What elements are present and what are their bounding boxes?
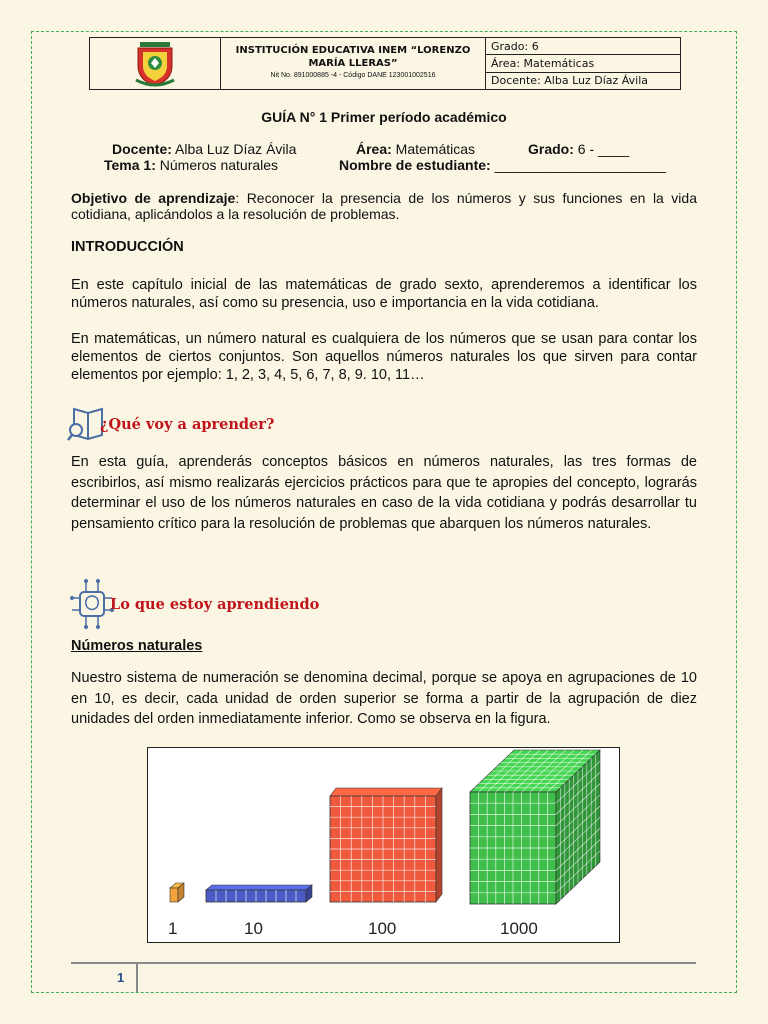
objetivo-paragraph [71, 190, 697, 222]
footer-divider [71, 962, 696, 964]
numeros-naturales-subheading: Números naturales [71, 638, 203, 654]
meta-estudiante-label: Nombre de estudiante: [339, 157, 495, 173]
label-1000: 1000 [500, 919, 538, 938]
page-title: GUÍA N° 1 Primer período académico [261, 109, 507, 125]
meta-tema [104, 157, 278, 173]
meta-estudiante-value: ______________________ [494, 157, 666, 173]
header-docente: Docente: Alba Luz Díaz Ávila [491, 74, 649, 88]
institution-cell [221, 38, 486, 89]
brain-circuit-icon [70, 578, 114, 630]
objetivo-text: : Reconocer la presencia de los números y sus funciones en la vida cotidiana, aplicándolos a la resolución de problemas. [71, 190, 697, 222]
header-table [89, 37, 681, 90]
meta-tema-value: Números naturales [155, 157, 279, 173]
que-voy-heading: ¿Qué voy a aprender? [100, 415, 275, 433]
meta-docente [112, 141, 296, 157]
meta-grado-value: 6 - ____ [573, 141, 630, 157]
unit-cube-front [170, 888, 178, 902]
logo-cell [90, 38, 221, 89]
meta-grado-label: Grado: [528, 141, 574, 157]
objetivo-label: Objetivo de aprendizaje [71, 190, 236, 206]
flat-side [436, 788, 442, 902]
meta-tema-label: Tema 1: [104, 157, 156, 173]
que-voy-paragraph: En esta guía, aprenderás conceptos básicos en números naturales, las tres formas de escribirlos, así mismo realizarás ejercicios prácticos para que te apropies del concepto, lograrás determinar el uso de los números naturales en caso de la vida cotidiana y podrás desarrollar tu pensamiento crítico para la resolución de problemas que abarquen los números naturales. [71, 454, 697, 532]
intro-paragraph-1: En este capítulo inicial de las matemáticas de grado sexto, aprenderemos a identificar los números naturales, así como su presencia, uso e importancia en la vida cotidiana. [71, 277, 697, 311]
label-100: 100 [368, 919, 397, 938]
header-area: Área: Matemáticas [486, 55, 680, 72]
label-1: 1 [168, 919, 178, 938]
meta-area [356, 141, 475, 157]
lo-que-heading: Lo que estoy aprendiendo [110, 595, 320, 613]
page-number: 1 [117, 970, 125, 985]
flat-top [330, 788, 442, 796]
base-ten-blocks-figure [147, 747, 620, 943]
footer-separator [136, 964, 138, 992]
meta-docente-label: Docente: [112, 141, 172, 157]
meta-area-label: Área: [356, 141, 392, 157]
que-voy-section-heading [66, 405, 274, 443]
lo-que-section-heading [70, 578, 319, 630]
lo-que-paragraph: Nuestro sistema de numeración se denomina decimal, porque se apoya en agrupaciones de 10 en 10, es decir, cada unidad de orden superior se forma a partir de la agrupación de diez unidades del orden inmediatamente inferior. Como se observa en la figura. [71, 670, 697, 727]
info-cell [486, 38, 680, 89]
base-ten-blocks-svg [148, 748, 618, 941]
header-grado: Grado: 6 [486, 38, 680, 55]
meta-docente-value: Alba Luz Díaz Ávila [171, 141, 297, 157]
rod-top [206, 885, 312, 890]
label-10: 10 [244, 919, 263, 938]
institution-nit: Nit No. 891000885 -4 - Código DANE 123001002516 [270, 72, 436, 79]
meta-estudiante [339, 157, 666, 173]
school-crest-icon [134, 40, 176, 88]
meta-grado [528, 141, 629, 157]
meta-area-value: Matemáticas [391, 141, 476, 157]
institution-name-line1: INSTITUCIÓN EDUCATIVA INEM “LORENZO [235, 45, 471, 56]
intro-paragraph-2: En matemáticas, un número natural es cualquiera de los números que se usan para contar los elementos de ciertos conjuntos. Son aquellos números naturales los que sirven para contar elementos por ejemplo: 1, 2, 3, 4, 5, 6, 7, 8, 9. 10, 11… [71, 331, 697, 383]
institution-name-line2: MARÍA LLERAS” [308, 58, 398, 69]
introduccion-heading: INTRODUCCIÓN [71, 239, 184, 255]
